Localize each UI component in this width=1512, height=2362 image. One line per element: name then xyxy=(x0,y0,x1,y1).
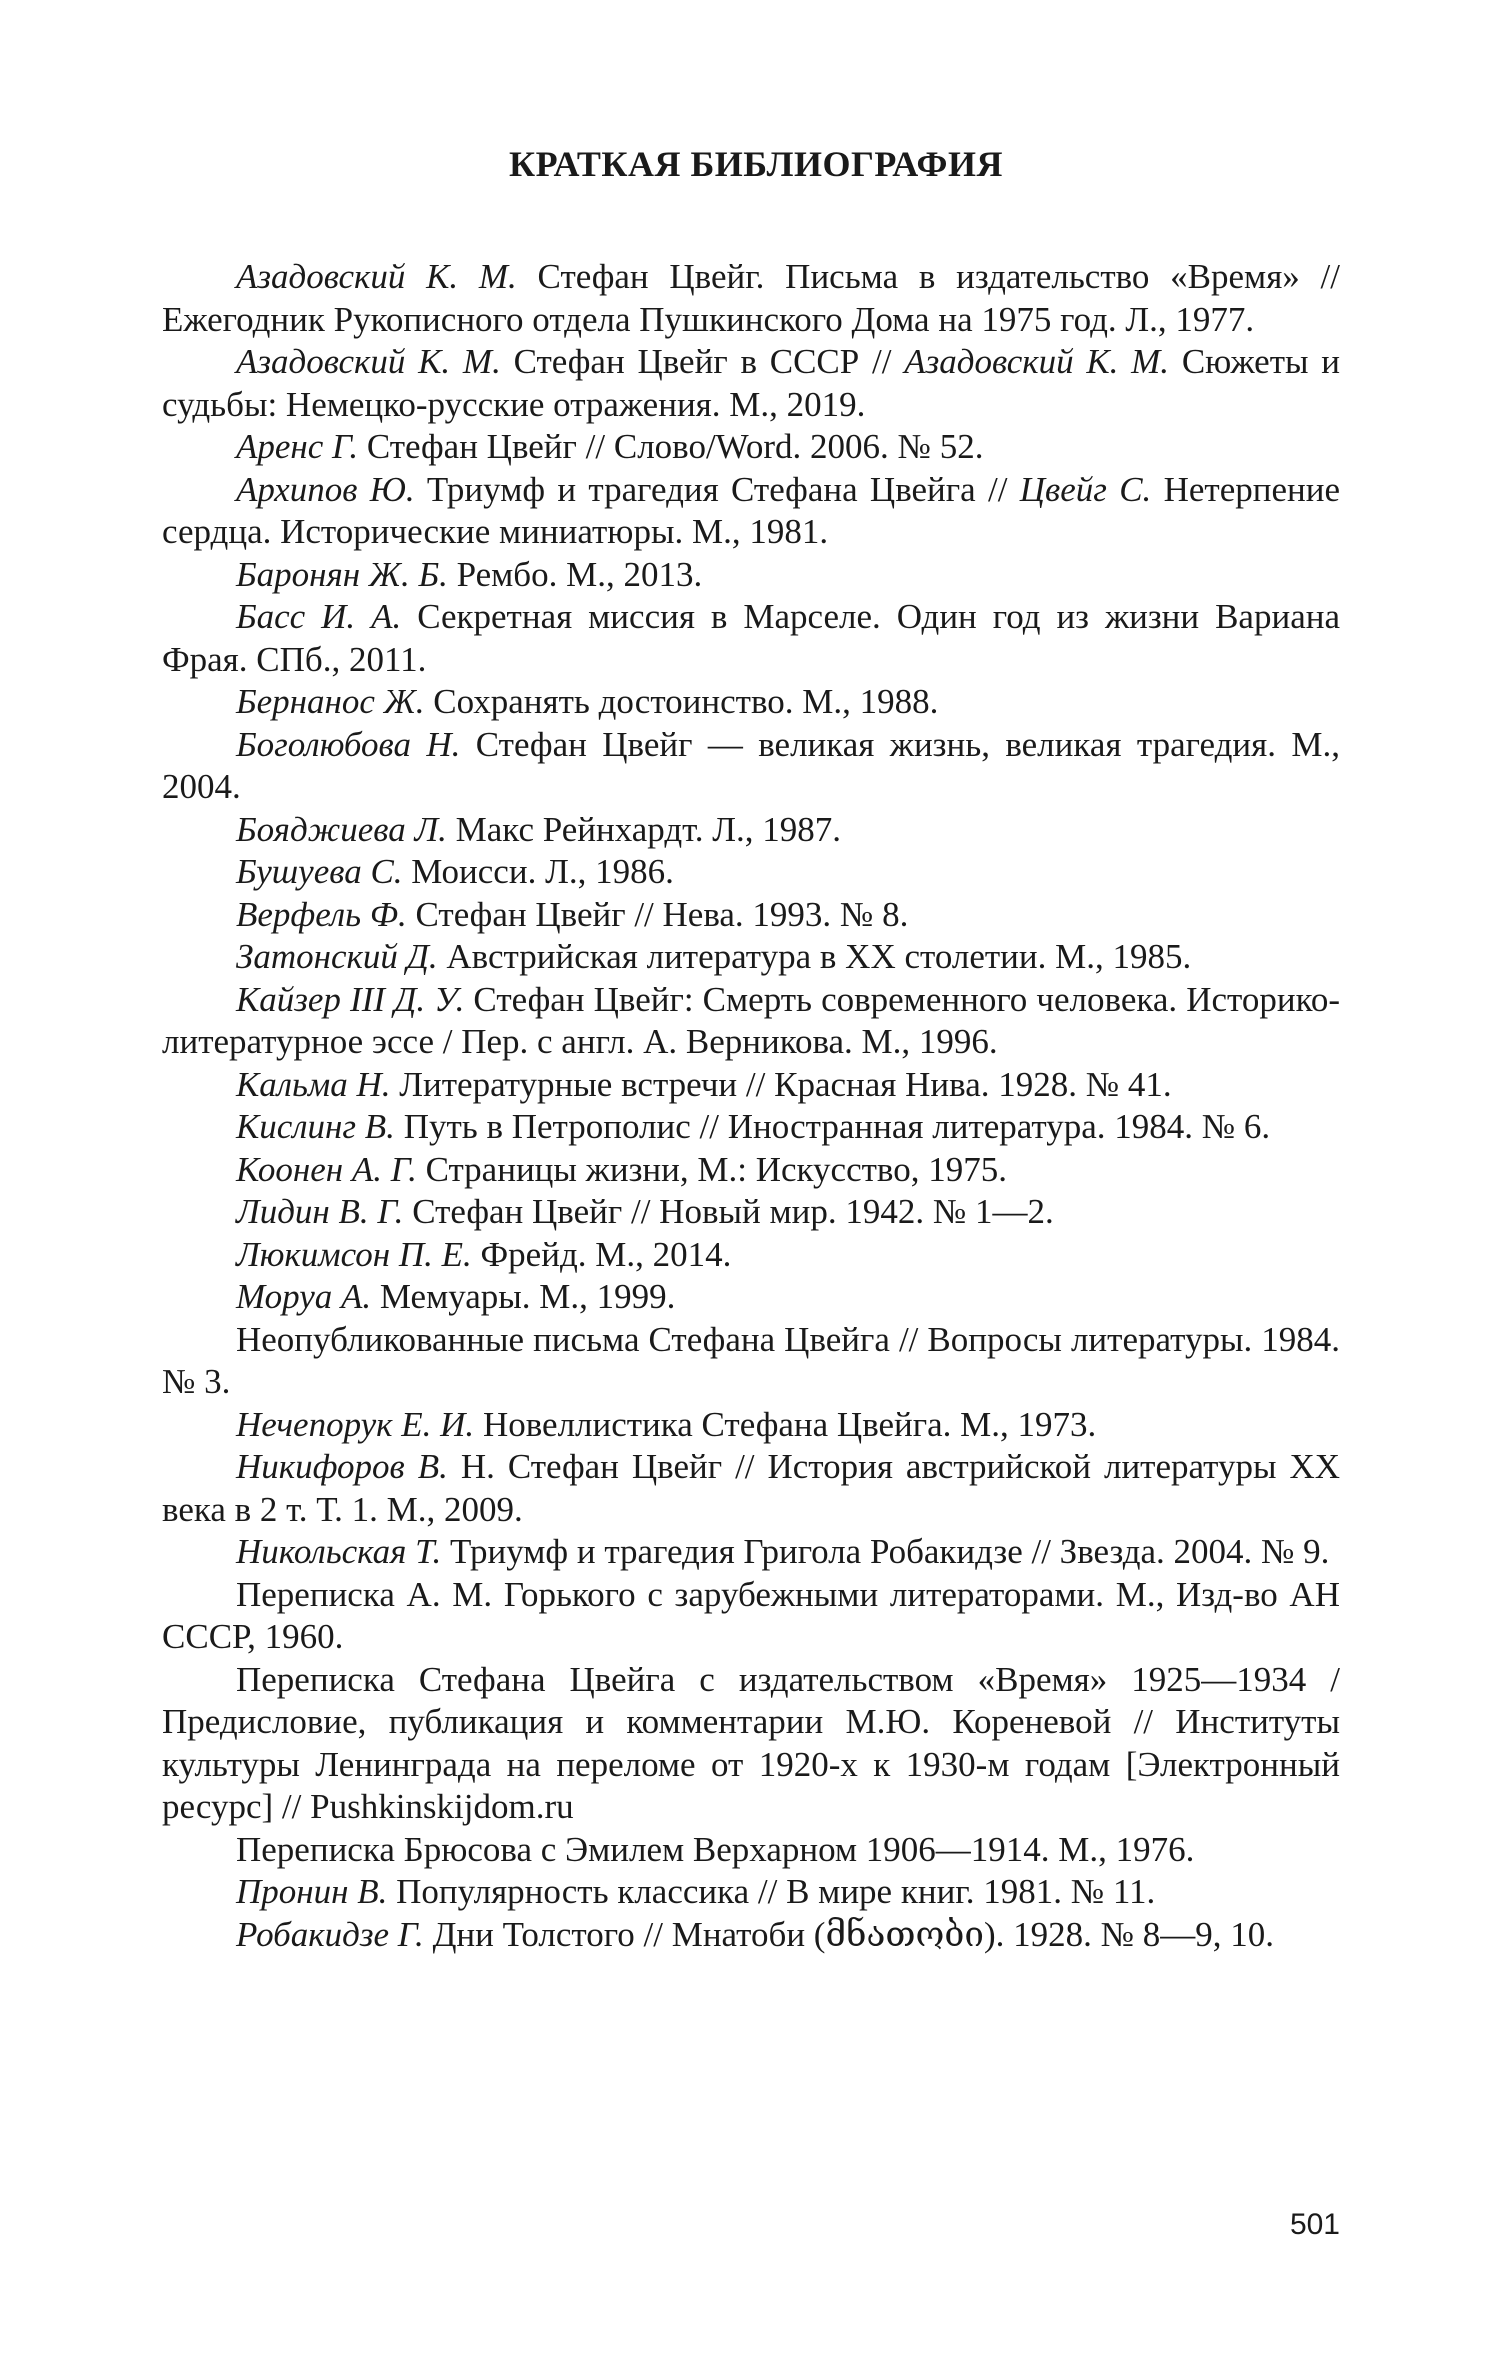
bibliography-entry xyxy=(162,1446,1340,1531)
entry-author: Бушуева С. xyxy=(236,852,403,891)
entry-author: Кальма Н. xyxy=(236,1064,391,1104)
bibliography-entry xyxy=(162,1064,1340,1107)
entry-author: Верфель Ф. xyxy=(236,894,407,934)
entry-author: Никольская Т. xyxy=(236,1532,442,1571)
bibliography-entry xyxy=(162,894,1340,937)
bibliography-entry xyxy=(162,1829,1340,1872)
entry-text: Фрейд. М., 2014. xyxy=(471,1234,732,1274)
entry-text: Переписка Брюсова с Эмилем Верхарном 1906—1914. М., 1976. xyxy=(236,1829,1195,1869)
entry-text: Стефан Цвейг. Письма в издательство «Время» // Ежегодник Рукописного отдела Пушкинского Дома на 1975 год. Л., 1977. xyxy=(162,257,1340,339)
entry-text: Неопубликованные письма Стефана Цвейга // Вопросы литературы. 1984. № 3. xyxy=(162,1319,1340,1401)
entry-author: Азадовский К. М. xyxy=(236,342,501,381)
entry-text: Н. Стефан Цвейг // История австрийской литературы XX века в 2 т. Т. 1. М., 2009. xyxy=(162,1447,1341,1529)
entry-text: Путь в Петрополис // Иностранная литература. 1984. № 6. xyxy=(394,1107,1271,1146)
entry-text: Австрийская литература в XX столетии. М., 1985. xyxy=(437,937,1192,976)
bibliography-entry xyxy=(162,681,1340,724)
bibliography-entry xyxy=(162,724,1340,809)
bibliography-entry xyxy=(162,554,1340,597)
entry-text: Стефан Цвейг // Новый мир. 1942. № 1—2. xyxy=(403,1192,1054,1231)
bibliography-entry xyxy=(162,1276,1340,1319)
entry-author: Лидин В. Г. xyxy=(236,1192,404,1231)
entry-author: Моруа А. xyxy=(236,1277,372,1316)
entry-author: Кислинг В. xyxy=(236,1107,395,1146)
entry-text: Сохранять достоинство. М., 1988. xyxy=(424,682,939,721)
entry-text: Переписка А. М. Горького с зарубежными литераторами. М., Изд-во АН СССР, 1960. xyxy=(162,1574,1340,1656)
entry-author: Никифоров В. xyxy=(236,1447,448,1486)
page-number: 501 xyxy=(1289,2208,1340,2241)
entry-text: Триумф и трагедия Григола Робакидзе // Звезда. 2004. № 9. xyxy=(441,1532,1330,1571)
entry-text: Моисси. Л., 1986. xyxy=(402,852,674,891)
entry-author: Азадовский К. М. xyxy=(236,257,517,296)
entry-author: Нечепорук Е. И. xyxy=(236,1404,475,1444)
entry-text: Стефан Цвейг // Слово/Word. 2006. № 52. xyxy=(358,427,984,466)
entry-text: Рембо. М., 2013. xyxy=(447,554,703,594)
entry-author: Боголюбова Н. xyxy=(236,724,461,764)
entry-author: Коонен А. Г. xyxy=(236,1149,417,1189)
entry-text: Стефан Цвейг — великая жизнь, великая трагедия. М., 2004. xyxy=(162,724,1340,806)
page-heading: КРАТКАЯ БИБЛИОГРАФИЯ xyxy=(509,144,1003,184)
entry-author: Азадовский К. М. xyxy=(904,342,1170,381)
bibliography-entry xyxy=(162,341,1340,426)
bibliography-entry xyxy=(162,1191,1340,1234)
entry-text: Триумф и трагедия Стефана Цвейга // xyxy=(414,469,1020,509)
entry-author: Аренс Г. xyxy=(236,427,359,466)
bibliography-entry xyxy=(162,809,1340,852)
entry-author: Басс И. А. xyxy=(236,597,402,636)
bibliography-entry xyxy=(162,851,1340,894)
bibliography-entry xyxy=(162,1149,1340,1192)
entry-author: Пронин В. xyxy=(236,1872,388,1911)
bibliography-entry xyxy=(162,1871,1340,1914)
bibliography-entry xyxy=(162,1106,1340,1149)
bibliography-entry xyxy=(162,426,1340,469)
entry-author: Бернанос Ж. xyxy=(236,682,425,721)
entry-text: Мемуары. М., 1999. xyxy=(371,1277,676,1316)
entry-text: Переписка Стефана Цвейга с издательством «Время» 1925—1934 / Предисловие, публикация и комментарии М.Ю. Кореневой // Институты культуры Ленинграда на переломе от 1920-х к 1930-м годам [Электронный ресурс] // Pushkinskijdom.ru xyxy=(162,1659,1340,1826)
bibliography-list xyxy=(162,256,1340,1956)
bibliography-entry xyxy=(162,256,1340,341)
bibliography-entry xyxy=(162,1659,1340,1829)
entry-author: Люкимсон П. Е. xyxy=(236,1234,472,1274)
bibliography-entry xyxy=(162,1234,1340,1277)
entry-text: Стефан Цвейг: Смерть современного человека. Историко-литературное эссе / Пер. с англ. А. Верникова. М., 1996. xyxy=(162,979,1340,1061)
entry-text: Сюжеты и судьбы: Немецко-русские отражения. М., 2019. xyxy=(162,342,1341,424)
entry-author: Архипов Ю. xyxy=(236,469,415,509)
entry-text: Новеллистика Стефана Цвейга. М., 1973. xyxy=(474,1404,1097,1444)
bibliography-entry xyxy=(162,596,1340,681)
entry-author: Робакидзе Г. xyxy=(236,1914,424,1954)
bibliography-entry xyxy=(162,1319,1340,1404)
entry-author: Цвейг С. xyxy=(1019,469,1152,509)
entry-text: Стефан Цвейг // Нева. 1993. № 8. xyxy=(406,894,909,934)
bibliography-entry xyxy=(162,469,1340,554)
entry-text: Макс Рейнхардт. Л., 1987. xyxy=(446,809,842,849)
entry-text: Страницы жизни, М.: Искусство, 1975. xyxy=(416,1149,1007,1189)
bibliography-entry xyxy=(162,936,1340,979)
bibliography-entry xyxy=(162,1404,1340,1447)
entry-text: Дни Толстого // Мнатоби (მნათობი). 1928. № 8—9, 10. xyxy=(423,1914,1275,1954)
entry-text: Нетерпение сердца. Исторические миниатюры. М., 1981. xyxy=(162,469,1340,551)
entry-author: Затонский Д. xyxy=(236,937,438,976)
entry-text: Секретная миссия в Марселе. Один год из жизни Вариана Фрая. СПб., 2011. xyxy=(162,597,1340,679)
bibliography-entry xyxy=(162,1574,1340,1659)
entry-author: Бояджиева Л. xyxy=(236,809,447,849)
bibliography-entry xyxy=(162,1531,1340,1574)
bibliography-entry xyxy=(162,979,1340,1064)
entry-author: Баронян Ж. Б. xyxy=(236,554,448,594)
entry-text: Литературные встречи // Красная Нива. 1928. № 41. xyxy=(390,1064,1172,1104)
bibliography-entry xyxy=(162,1914,1340,1957)
entry-text: Стефан Цвейг в СССР // xyxy=(500,342,905,381)
entry-text: Популярность классика // В мире книг. 1981. № 11. xyxy=(387,1872,1156,1911)
entry-author: Кайзер III Д. У. xyxy=(236,979,465,1019)
